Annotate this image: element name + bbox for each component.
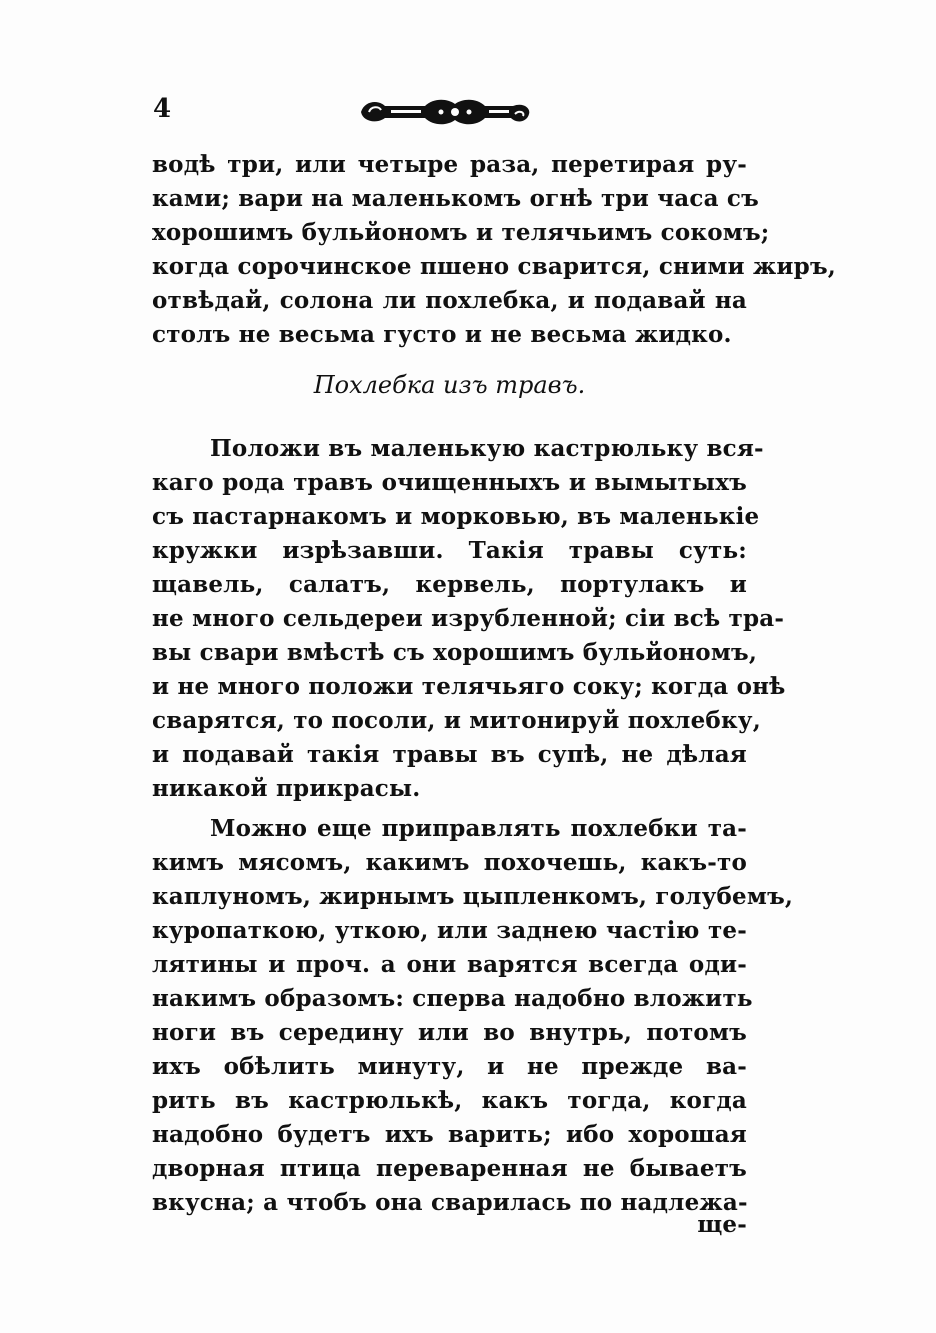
text-line: сварятся, то посоли, и митонируй похлебку,	[152, 707, 761, 734]
text-line: ноги въ середину или во внутрь, потомъ	[152, 1019, 747, 1046]
text-line: столъ не весьма густо и не весьма жидко.	[152, 321, 732, 348]
catchword: ще-	[697, 1211, 747, 1238]
text-line: вкусна; а чтобъ она сварилась по надлежа-	[152, 1189, 748, 1216]
section-title: Похлебка изъ травъ.	[313, 371, 586, 399]
text-line: рить въ кастрюлькѣ, какъ тогда, когда	[152, 1087, 747, 1114]
paragraph	[152, 432, 786, 806]
text-line: когда сорочинское пшено сварится, сними жиръ,	[152, 253, 836, 280]
text-line: лятины и проч. а они варятся всегда оди-	[152, 951, 747, 978]
text-line: вы свари вмѣстѣ съ хорошимъ бульйономъ,	[152, 639, 758, 666]
catchword-block	[152, 1208, 747, 1242]
text-line: Положи въ маленькую кастрюльку вся-	[210, 435, 764, 462]
text-line: каплуномъ, жирнымъ цыпленкомъ, голубемъ,	[152, 883, 794, 910]
text-line: и не много положи телячьяго соку; когда онѣ	[152, 673, 786, 700]
text-line: куропаткою, уткою, или заднею частію те-	[152, 917, 747, 944]
text-line: кимъ мясомъ, какимъ похочешь, какъ-то	[152, 849, 747, 876]
text-line: съ пастарнакомъ и морковью, въ маленькіе	[152, 503, 760, 530]
text-line: дворная птица переваренная не бываетъ	[152, 1155, 747, 1182]
text-line: водѣ три, или четыре раза, перетирая ру-	[152, 151, 747, 178]
text-line: никакой прикрасы.	[152, 775, 421, 802]
text-line: хорошимъ бульйономъ и телячьимъ сокомъ;	[152, 219, 770, 246]
text-line: ками; вари на маленькомъ огнѣ три часа съ	[152, 185, 759, 212]
text-line: кружки изрѣзавши. Такія травы суть:	[152, 537, 747, 564]
text-line: не много сельдереи изрубленной; сіи всѣ тра-	[152, 605, 785, 632]
text-line: Можно еще приправлять похлебки та-	[210, 815, 747, 842]
page-number: 4	[153, 94, 172, 124]
paragraph	[152, 812, 794, 1220]
text-line: и подавай такія травы въ супѣ, не дѣлая	[152, 741, 747, 768]
page-header	[0, 0, 936, 140]
text-line: ихъ обѣлить минуту, и не прежде ва-	[152, 1053, 747, 1080]
text-line: накимъ образомъ: сперва надобно вложить	[152, 985, 753, 1012]
continued-paragraph	[152, 148, 836, 352]
text-line: щавель, салатъ, кервель, портулакъ и	[152, 571, 747, 598]
text-line: каго рода травъ очищенныхъ и вымытыхъ	[152, 469, 747, 496]
text-line: надобно будетъ ихъ варить; ибо хорошая	[152, 1121, 747, 1148]
decorative-rule-icon	[355, 92, 535, 132]
text-line: отвѣдай, солона ли похлебка, и подавай на	[152, 287, 747, 314]
